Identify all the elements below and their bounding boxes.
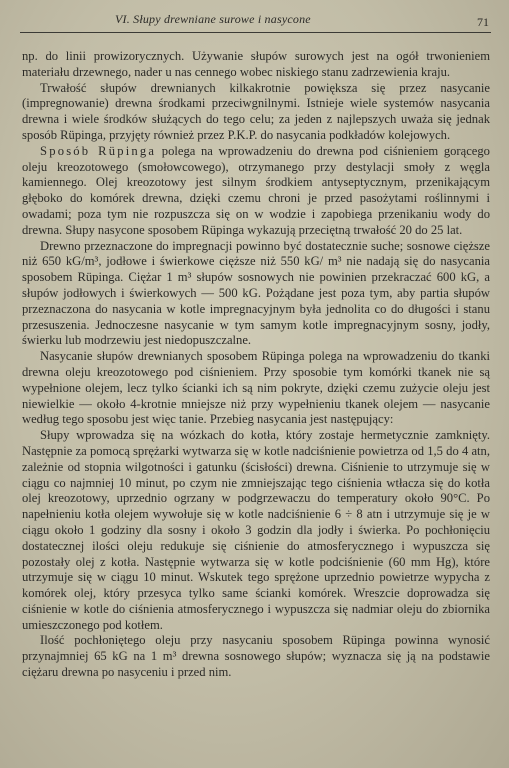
paragraph-lead-term: Sposób Rüpinga bbox=[40, 143, 157, 158]
paragraph-2 bbox=[22, 81, 490, 144]
paragraph-text: Ilość pochłoniętego oleju przy nasycaniu sposobem Rüpinga powinna wynosić przynajmniej 65 kG na 1 m³ drewna sosnowego słupów; wyznacza się ją na podstawie ciężaru drewna po nasyceniu i przed nim. bbox=[22, 633, 490, 680]
paragraph-6 bbox=[22, 428, 490, 633]
paragraph-text: np. do linii prowizorycznych. Używanie słupów surowych jest na ogół trwonieniem materiału drzewnego, nader u nas cennego wobec niskiego stanu zadrzewienia kraju. bbox=[22, 49, 490, 79]
paragraph-text: Trwałość słupów drewnianych kilkakrotnie powiększa się przez nasycanie (impregnowanie) drewna środkami przeciwgnilnymi. Istnieje wiele systemów nasycania drewna i wiele środków służących do tego celu; za jeden z najlepszych uważa się jednak sposób Rüpinga, przyjęty również przez P.K.P. do nasycania podkładów kolejowych. bbox=[22, 80, 490, 142]
paragraph-7 bbox=[22, 633, 490, 680]
paragraph-1 bbox=[22, 49, 490, 81]
running-header bbox=[20, 8, 491, 33]
paragraph-4 bbox=[22, 239, 490, 350]
body-text bbox=[22, 49, 490, 681]
paragraph-text: Nasycanie słupów drewnianych sposobem Rüpinga polega na wprowadzeniu do tkanki drewna oleju kreozotowego pod ciśnieniem. Przy sposobie tym komórki tkanek nie są wypełnione olejem, lecz tylko ścianki ich są nim pokryte, dzięki czemu zużycie oleju jest niewielkie — około 4-krotnie mniejsze niż przy wypełnieniu tkanek olejem — nasycanie według tego sposobu jest więc tanie. Przebieg nasycania jest następujący: bbox=[22, 349, 490, 427]
paragraph-5 bbox=[22, 349, 490, 428]
paragraph-3 bbox=[22, 144, 490, 239]
paragraph-text: polega na wprowadzeniu do drewna pod ciśnieniem gorącego oleju kreozotowego (smołowcowego), otrzymanego przy destylacji smoły z węgla kamiennego. Olej kreozotowy jest silnym środkiem antyseptycznym, przenikającym głęboko do komórek drewna, dzięki czemu chroni je przed pasożytami roślinnymi i owadami; poza tym nie rozpuszcza się on w wodzie i zapobiega przenikaniu wody do drewna. Słupy nasycone sposobem Rüpinga wykazują przeciętną trwałość 20 do 25 lat. bbox=[22, 143, 490, 237]
paragraph-text: Drewno przeznaczone do impregnacji powinno być dostatecznie suche; sosnowe cięższe niż 650 kG/m³, jodłowe i świerkowe cięższe niż 550 kG/ m³ nie nadają się do nasycania sposobem Rüpinga. Ciężar 1 m³ słupów sosnowych nie powinien przekraczać 600 kG, a słupów jodłowych i świerkowych — 500 kG. Pożądane jest poza tym, aby partia słupów przeznaczona do nasycania w kotle impregnacyjnym była jednolita co do długości i stanu przesuszenia. Jednoczesne nasycanie w tym samym kotle impregnacyjnym sosny, jodły, świerku lub modrzewiu jest niedopuszczalne. bbox=[22, 238, 490, 348]
page-number: 71 bbox=[477, 15, 489, 29]
paragraph-text: Słupy wprowadza się na wózkach do kotła, który zostaje hermetycznie zamknięty. Następnie za pomocą sprężarki wytwarza się w kotle nadciśnienie powietrza od 1,5 do 4 atn, zależnie od stopnia wilgotności i gatunku (ścisłości) drewna. Ciśnienie to utrzymuje się w ciągu co najmniej 10 minut, po czym nie zmniejszając tego ciśnienia wtłacza się do kotła olej kreozotowy, uprzednio ogrzany w podgrzewaczu do temperatury około 90°C. Po napełnieniu kotła olejem wywołuje się w kotle nadciśnienie 6 ÷ 8 atn i utrzymuje się je w ciągu około 1 godziny dla sosny i około 3 godzin dla jodły i świerka. Po pochłonięciu dostatecznej ilości oleju redukuje się ciśnienie do atmosferycznego i wypuszcza się pozostały olej z kotła. Następnie wytwarza się w kotle podciśnienie (60 mm Hg), które utrzymuje się w ciągu 10 minut. Wskutek tego sprężone uprzednio powietrze wypycha z komórek olej, który przesyca tylko same ścianki komórek. Wreszcie doprowadza się ciśnienie w kotle do ciśnienia atmosferycznego i wypuszcza się nadmiar oleju do zbiornika umieszczonego pod kotłem. bbox=[22, 428, 490, 632]
chapter-title: VI. Słupy drewniane surowe i nasycone bbox=[115, 12, 311, 26]
